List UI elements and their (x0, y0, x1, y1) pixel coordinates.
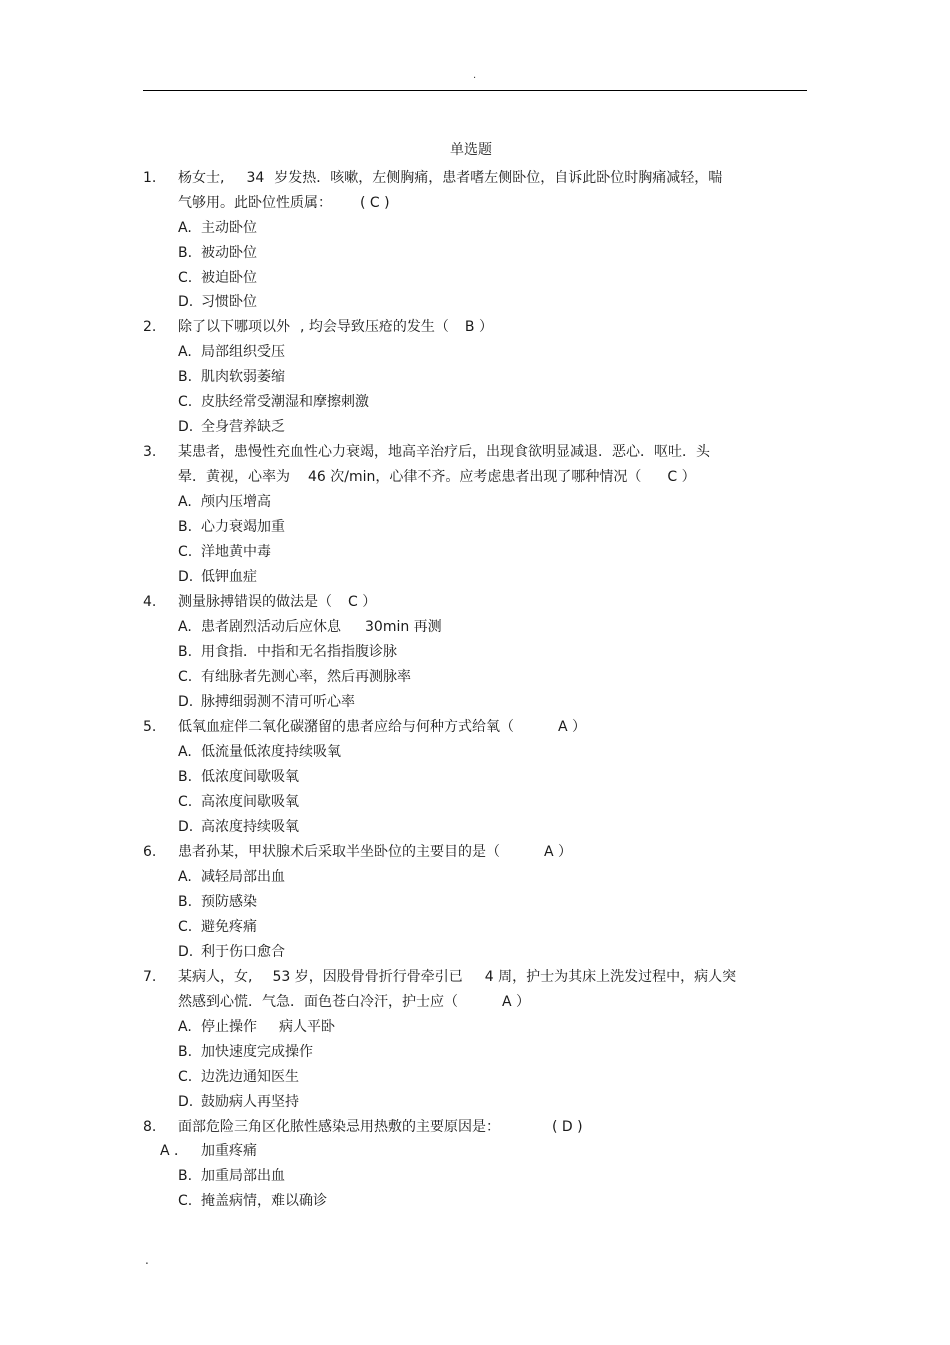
q6-option-d-letter: D. (178, 944, 194, 960)
q4-answer: C ） (348, 594, 377, 610)
q2-option-b-text: 肌肉软弱萎缩 (201, 369, 285, 385)
q4-option-b-letter: B. (178, 644, 193, 660)
q3-answer: C ） (667, 469, 696, 485)
q5-option-c-letter: C. (178, 794, 193, 810)
q2-option-d-text: 全身营养缺乏 (201, 419, 285, 435)
q2-option-c-letter: C. (178, 394, 193, 410)
q5-option-b-letter: B. (178, 769, 193, 785)
q3-option-d-text: 低钾血症 (201, 569, 257, 585)
q7-number: 7. (143, 969, 157, 985)
q2-answer: B ） (464, 319, 493, 335)
q8-option-a-text: 加重疼痛 (201, 1143, 257, 1159)
q3-option-d-letter: D. (178, 569, 194, 585)
q3-option-b-letter: B. (178, 519, 193, 535)
q1-option-c-text: 被迫卧位 (201, 270, 257, 286)
header-rule (143, 90, 807, 91)
q7-option-c-letter: C. (178, 1069, 193, 1085)
q2-option-b-letter: B. (178, 369, 193, 385)
q5-line1: 低氧血症伴二氧化碳潴留的患者应给与何种方式给氧（ A ） (178, 719, 587, 735)
q1-option-d-text: 习惯卧位 (201, 294, 257, 310)
q6-option-c-letter: C. (178, 919, 193, 935)
q5-number: 5. (143, 719, 157, 735)
q7-option-b-text: 加快速度完成操作 (201, 1044, 313, 1060)
q7-line2: 然感到心慌．气急．面色苍白冷汗，护士应（ A ） (178, 994, 531, 1010)
q4-option-b-text: 用食指．中指和无名指指腹诊脉 (201, 644, 397, 660)
q6-answer: A ） (544, 844, 573, 860)
section-title: 单选题 (450, 142, 492, 158)
q8-number: 8. (143, 1119, 157, 1135)
q5-option-d-text: 高浓度持续吸氧 (201, 819, 299, 835)
q1-answer: ( C ) (360, 195, 390, 211)
q6-line1: 患者孙某，甲状腺术后采取半坐卧位的主要目的是（ A ） (178, 844, 573, 860)
q3-line2: 晕．黄视，心率为 46 次/min，心律不齐。应考虑患者出现了哪种情况（ C ） (178, 469, 696, 485)
q3-option-a-text: 颅内压增高 (201, 494, 271, 510)
q6-number: 6. (143, 844, 157, 860)
q1-option-d-letter: D. (178, 294, 194, 310)
q2-line1: 除了以下哪项以外 , 均会导致压疮的发生（ B ） (178, 319, 493, 335)
q5-option-a-letter: A. (178, 744, 192, 760)
q3-option-c-text: 洋地黄中毒 (201, 544, 271, 560)
q4-line1: 测量脉搏错误的做法是（ C ） (178, 594, 377, 610)
q7-option-a-text: 停止操作 病人平卧 (201, 1019, 335, 1035)
q6-option-a-text: 减轻局部出血 (201, 869, 285, 885)
q5-option-b-text: 低浓度间歇吸氧 (201, 769, 299, 785)
q6-option-c-text: 避免疼痛 (201, 919, 257, 935)
q5-option-d-letter: D. (178, 819, 194, 835)
q6-option-b-text: 预防感染 (201, 894, 257, 910)
q4-number: 4. (143, 594, 157, 610)
q1-option-a-text: 主动卧位 (201, 220, 257, 236)
q8-option-c-text: 掩盖病情，难以确诊 (201, 1193, 327, 1209)
q7-option-d-text: 鼓励病人再坚持 (201, 1094, 299, 1110)
q1-option-b-letter: B. (178, 245, 193, 261)
q8-line1: 面部危险三角区化脓性感染忌用热敷的主要原因是： ( D ) (178, 1119, 583, 1135)
q4-option-a-letter: A. (178, 619, 192, 635)
footer-mark: . (145, 1253, 149, 1267)
q1-option-b-text: 被动卧位 (201, 245, 257, 261)
q2-option-c-text: 皮肤经常受潮湿和摩擦刺激 (201, 394, 369, 410)
q3-option-a-letter: A. (178, 494, 192, 510)
q5-option-c-text: 高浓度间歇吸氧 (201, 794, 299, 810)
q3-option-c-letter: C. (178, 544, 193, 560)
q6-option-a-letter: A. (178, 869, 192, 885)
q7-option-c-text: 边洗边通知医生 (201, 1069, 299, 1085)
q1-option-c-letter: C. (178, 270, 193, 286)
q3-option-b-text: 心力衰竭加重 (201, 519, 285, 535)
q4-option-c-text: 有绌脉者先测心率，然后再测脉率 (201, 669, 411, 685)
q4-option-d-text: 脉搏细弱测不清可听心率 (201, 694, 355, 710)
q2-option-a-text: 局部组织受压 (201, 344, 285, 360)
q2-option-d-letter: D. (178, 419, 194, 435)
q8-answer: ( D ) (552, 1119, 583, 1135)
q7-line1: 某病人，女, 53 岁，因股骨骨折行骨牵引已 4 周，护士为其床上洗发过程中，病人突 (178, 969, 737, 985)
q7-option-a-letter: A. (178, 1019, 192, 1035)
q8-option-b-letter: B. (178, 1168, 193, 1184)
q6-option-b-letter: B. (178, 894, 193, 910)
q3-number: 3. (143, 444, 157, 460)
header-mark: . (473, 70, 477, 81)
q5-option-a-text: 低流量低浓度持续吸氧 (201, 744, 341, 760)
q5-answer: A ） (558, 719, 587, 735)
q2-number: 2. (143, 319, 157, 335)
q8-option-a-letter: A ． (160, 1143, 189, 1159)
q4-option-c-letter: C. (178, 669, 193, 685)
q1-line1: 杨女士, 34 岁发热．咳嗽，左侧胸痛，患者嗜左侧卧位，自诉此卧位时胸痛减轻，喘 (178, 170, 723, 186)
q6-option-d-text: 利于伤口愈合 (201, 944, 285, 960)
q1-number: 1. (143, 170, 157, 186)
q7-option-b-letter: B. (178, 1044, 193, 1060)
q7-option-d-letter: D. (178, 1094, 194, 1110)
q2-option-a-letter: A. (178, 344, 192, 360)
q1-option-a-letter: A. (178, 220, 192, 236)
q1-line2: 气够用。此卧位性质属： ( C ) (178, 195, 390, 211)
q4-option-a-text: 患者剧烈活动后应休息 30min 再测 (201, 619, 442, 635)
q3-line1: 某患者，患慢性充血性心力衰竭，地高辛治疗后，出现食欲明显减退．恶心．呕吐．头 (178, 444, 710, 460)
q4-option-d-letter: D. (178, 694, 194, 710)
q8-option-b-text: 加重局部出血 (201, 1168, 285, 1184)
q8-option-c-letter: C. (178, 1193, 193, 1209)
q7-answer: A ） (502, 994, 531, 1010)
